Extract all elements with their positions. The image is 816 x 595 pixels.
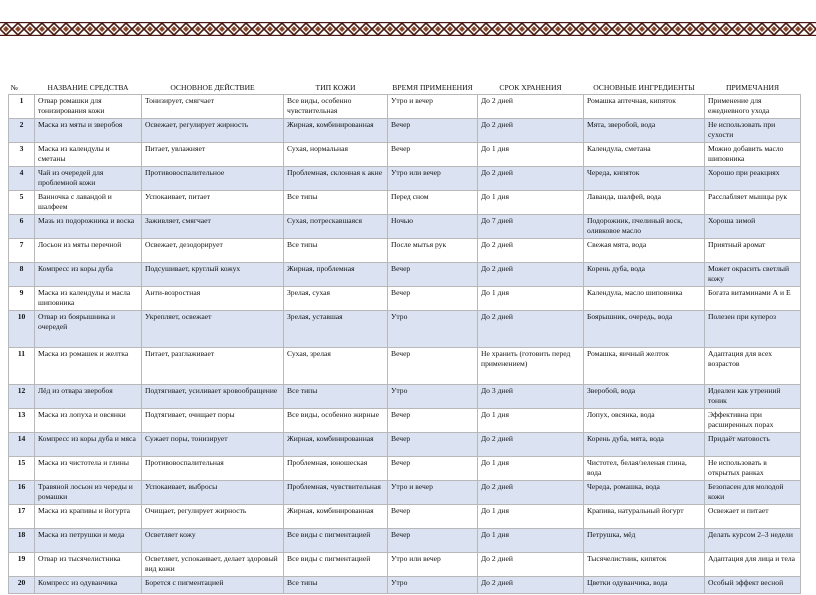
cell-ingredients: Череда, ромашка, вода — [584, 481, 705, 505]
table-row — [9, 385, 801, 409]
table-row — [9, 263, 801, 287]
cell-name: Маска из чистотела и глины — [35, 457, 142, 481]
table-row — [9, 348, 801, 385]
cell-time: Перед сном — [388, 191, 478, 215]
table-row — [9, 95, 801, 119]
cell-name: Маска из мяты и зверобоя — [35, 119, 142, 143]
table-row — [9, 553, 801, 577]
cell-time: Утро и вечер — [388, 95, 478, 119]
cell-time: Утро — [388, 385, 478, 409]
cell-number: 1 — [9, 95, 35, 119]
cell-storage: До 2 дней — [478, 577, 584, 594]
cell-name: Ванночка с лавандой и шалфеем — [35, 191, 142, 215]
cell-notes: Хорошо при реакциях — [705, 167, 801, 191]
table-row — [9, 505, 801, 529]
cell-number: 6 — [9, 215, 35, 239]
cell-name: Мазь из подорожника и воска — [35, 215, 142, 239]
cell-storage: До 1 дня — [478, 191, 584, 215]
cell-action: Сужает поры, тонизирует — [142, 433, 284, 457]
cell-name: Маска из календулы и масла шиповника — [35, 287, 142, 311]
cell-ingredients: Корень дуба, вода — [584, 263, 705, 287]
cell-number: 14 — [9, 433, 35, 457]
cell-action: Освежает, регулирует жирность — [142, 119, 284, 143]
cell-ingredients: Календула, сметана — [584, 143, 705, 167]
cell-storage: До 2 дней — [478, 263, 584, 287]
cell-action: Подсушивает, круглый кожух — [142, 263, 284, 287]
cell-number: 17 — [9, 505, 35, 529]
cell-name: Компресс из одуванчика — [35, 577, 142, 594]
cell-name: Компресс из коры дуба и мяса — [35, 433, 142, 457]
cell-storage: До 1 дня — [478, 409, 584, 433]
cell-notes: Освежает и питает — [705, 505, 801, 529]
cell-notes: Полезен при купероз — [705, 311, 801, 348]
cell-storage: До 2 дней — [478, 553, 584, 577]
table-body — [9, 95, 801, 594]
cell-ingredients: Череда, кипяток — [584, 167, 705, 191]
cell-storage: До 2 дней — [478, 433, 584, 457]
cell-action: Осветляет, успокаивает, делает здоровый вид кожи — [142, 553, 284, 577]
header-number: № — [10, 82, 18, 92]
cell-number: 18 — [9, 529, 35, 553]
cell-notes: Расслабляет мышцы рук — [705, 191, 801, 215]
cell-name: Маска из лопуха и овсянки — [35, 409, 142, 433]
cell-name: Маска из календулы и сметаны — [35, 143, 142, 167]
cell-number: 2 — [9, 119, 35, 143]
cell-notes: Придаёт матовость — [705, 433, 801, 457]
table-row — [9, 119, 801, 143]
cell-notes: Можно добавить масло шиповника — [705, 143, 801, 167]
cell-number: 9 — [9, 287, 35, 311]
cell-notes: Применение для ежедневного ухода — [705, 95, 801, 119]
cell-ingredients: Чистотел, белая/зеленая глина, вода — [584, 457, 705, 481]
cell-time: После мытья рук — [388, 239, 478, 263]
table-row — [9, 311, 801, 348]
cell-number: 3 — [9, 143, 35, 167]
cell-notes: Безопасен для молодой кожи — [705, 481, 801, 505]
cell-notes: Богата витаминами А и Е — [705, 287, 801, 311]
cell-storage: До 2 дней — [478, 95, 584, 119]
cell-ingredients: Тысячелистник, кипяток — [584, 553, 705, 577]
cell-time: Утро — [388, 311, 478, 348]
cell-skin-type: Проблемная, чувствительная — [284, 481, 388, 505]
cell-ingredients: Петрушка, мёд — [584, 529, 705, 553]
cell-notes: Адаптация для всех возрастов — [705, 348, 801, 385]
cell-name: Чай из очередей для проблемной кожи — [35, 167, 142, 191]
cell-storage: До 3 дней — [478, 385, 584, 409]
header-skin-type: ТИП КОЖИ — [315, 82, 356, 92]
table-row — [9, 433, 801, 457]
header-time: ВРЕМЯ ПРИМЕНЕНИЯ — [392, 82, 473, 92]
cell-ingredients: Свежая мята, вода — [584, 239, 705, 263]
cell-time: Вечер — [388, 143, 478, 167]
cell-action: Укрепляет, освежает — [142, 311, 284, 348]
cell-ingredients: Зверобой, вода — [584, 385, 705, 409]
cell-skin-type: Сухая, потрескавшаяся — [284, 215, 388, 239]
cell-ingredients: Корень дуба, мята, вода — [584, 433, 705, 457]
cell-ingredients: Цветки одуванчика, вода — [584, 577, 705, 594]
cell-number: 12 — [9, 385, 35, 409]
cell-skin-type: Зрелая, уставшая — [284, 311, 388, 348]
cell-name: Компресс из коры дуба — [35, 263, 142, 287]
table-row — [9, 239, 801, 263]
cell-storage: До 2 дней — [478, 239, 584, 263]
cell-action: Осветляет кожу — [142, 529, 284, 553]
cell-skin-type: Все виды с пигментацией — [284, 529, 388, 553]
cell-ingredients: Ромашка, яичный желток — [584, 348, 705, 385]
cell-time: Вечер — [388, 348, 478, 385]
cell-ingredients: Крапива, натуральный йогурт — [584, 505, 705, 529]
cell-number: 7 — [9, 239, 35, 263]
remedies-table-container — [8, 74, 800, 594]
cell-name: Отвар из тысячелистника — [35, 553, 142, 577]
cell-number: 10 — [9, 311, 35, 348]
cell-skin-type: Сухая, зрелая — [284, 348, 388, 385]
cell-action: Очищает, регулирует жирность — [142, 505, 284, 529]
cell-notes: Делать курсом 2–3 недели — [705, 529, 801, 553]
cell-action: Питает, разглаживает — [142, 348, 284, 385]
cell-storage: До 2 дней — [478, 167, 584, 191]
cell-action: Успокаивает, питает — [142, 191, 284, 215]
table-row — [9, 577, 801, 594]
cell-skin-type: Все типы — [284, 191, 388, 215]
cell-time: Утро или вечер — [388, 553, 478, 577]
cell-notes: Приятный аромат — [705, 239, 801, 263]
cell-number: 8 — [9, 263, 35, 287]
table-row — [9, 481, 801, 505]
cell-storage: До 2 дней — [478, 481, 584, 505]
ornamental-border — [0, 22, 816, 36]
cell-action: Подтягивает, очищает поры — [142, 409, 284, 433]
table-row — [9, 143, 801, 167]
cell-action: Анти-возростная — [142, 287, 284, 311]
cell-skin-type: Все типы — [284, 385, 388, 409]
cell-time: Вечер — [388, 409, 478, 433]
cell-number: 4 — [9, 167, 35, 191]
table-row — [9, 167, 801, 191]
cell-name: Маска из ромашек и желтка — [35, 348, 142, 385]
cell-name: Маска из крапивы и йогурта — [35, 505, 142, 529]
cell-number: 19 — [9, 553, 35, 577]
cell-skin-type: Жирная, проблемная — [284, 263, 388, 287]
cell-notes: Адаптация для лица и тела — [705, 553, 801, 577]
cell-skin-type: Все виды, особенно чувствительная — [284, 95, 388, 119]
cell-storage: До 2 дней — [478, 119, 584, 143]
cell-skin-type: Все типы — [284, 577, 388, 594]
cell-number: 5 — [9, 191, 35, 215]
cell-action: Тонизирует, смягчает — [142, 95, 284, 119]
cell-name: Отвар из боярышника и очередей — [35, 311, 142, 348]
table-row — [9, 191, 801, 215]
cell-time: Вечер — [388, 263, 478, 287]
cell-name: Отвар ромашки для тонизирования кожи — [35, 95, 142, 119]
cell-notes: Не использовать при сухости — [705, 119, 801, 143]
header-ingredients: ОСНОВНЫЕ ИНГРЕДИЕНТЫ — [593, 82, 695, 92]
cell-name: Лёд из отвара зверобоя — [35, 385, 142, 409]
table-header-row — [9, 74, 801, 95]
cell-skin-type: Сухая, нормальная — [284, 143, 388, 167]
cell-storage: Не хранить (готовить перед применением) — [478, 348, 584, 385]
table-row — [9, 215, 801, 239]
cell-time: Утро или вечер — [388, 167, 478, 191]
table-row — [9, 409, 801, 433]
cell-notes: Особый эффект весной — [705, 577, 801, 594]
header-storage: СРОК ХРАНЕНИЯ — [499, 82, 562, 92]
cell-number: 20 — [9, 577, 35, 594]
cell-action: Подтягивает, усиливает кровообращение — [142, 385, 284, 409]
cell-action: Питает, увлажняет — [142, 143, 284, 167]
cell-notes: Не использовать в открытых ранках — [705, 457, 801, 481]
cell-ingredients: Лаванда, шалфей, вода — [584, 191, 705, 215]
cell-action: Заживляет, смягчает — [142, 215, 284, 239]
cell-number: 16 — [9, 481, 35, 505]
cell-time: Утро — [388, 577, 478, 594]
cell-storage: До 1 дня — [478, 287, 584, 311]
cell-time: Вечер — [388, 457, 478, 481]
cell-time: Вечер — [388, 529, 478, 553]
table-row — [9, 457, 801, 481]
cell-time: Вечер — [388, 433, 478, 457]
cell-ingredients: Боярышник, очередь, вода — [584, 311, 705, 348]
cell-skin-type: Жирная, комбинированная — [284, 505, 388, 529]
cell-time: Вечер — [388, 505, 478, 529]
cell-storage: До 1 дня — [478, 505, 584, 529]
cell-storage: До 1 дня — [478, 529, 584, 553]
cell-skin-type: Все типы — [284, 239, 388, 263]
cell-skin-type: Жирная, комбинированная — [284, 119, 388, 143]
header-notes: ПРИМЕЧАНИЯ — [725, 82, 780, 92]
cell-skin-type: Все виды, особенно жирные — [284, 409, 388, 433]
cell-ingredients: Ромашка аптечная, кипяток — [584, 95, 705, 119]
cell-storage: До 1 дня — [478, 457, 584, 481]
cell-time: Утро и вечер — [388, 481, 478, 505]
header-action: ОСНОВНОЕ ДЕЙСТВИЕ — [170, 82, 255, 92]
cell-action: Успокаивает, выбросы — [142, 481, 284, 505]
cell-name: Лосьон из мяты перечной — [35, 239, 142, 263]
table-row — [9, 287, 801, 311]
cell-storage: До 2 дней — [478, 311, 584, 348]
cell-time: Вечер — [388, 119, 478, 143]
cell-number: 15 — [9, 457, 35, 481]
cell-name: Травяной лосьон из череды и ромашки — [35, 481, 142, 505]
cell-skin-type: Жирная, комбинированная — [284, 433, 388, 457]
cell-number: 11 — [9, 348, 35, 385]
cell-ingredients: Мята, зверобой, вода — [584, 119, 705, 143]
header-name: НАЗВАНИЕ СРЕДСТВА — [47, 82, 129, 92]
cell-time: Вечер — [388, 287, 478, 311]
remedies-table — [8, 74, 801, 594]
cell-ingredients: Календула, масло шиповника — [584, 287, 705, 311]
cell-action: Противовоспалительная — [142, 457, 284, 481]
cell-name: Маска из петрушки и меда — [35, 529, 142, 553]
cell-storage: До 1 дня — [478, 143, 584, 167]
cell-skin-type: Зрелая, сухая — [284, 287, 388, 311]
cell-storage: До 7 дней — [478, 215, 584, 239]
cell-skin-type: Проблемная, склонная к акне — [284, 167, 388, 191]
cell-ingredients: Подорожник, пчелиный воск, оливковое масло — [584, 215, 705, 239]
cell-action: Освежает, дезодорирует — [142, 239, 284, 263]
cell-time: Ночью — [388, 215, 478, 239]
cell-skin-type: Проблемная, юношеская — [284, 457, 388, 481]
table-row — [9, 529, 801, 553]
cell-notes: Хороша зимой — [705, 215, 801, 239]
cell-notes: Может окрасить светлый кожу — [705, 263, 801, 287]
cell-notes: Идеален как утренний тоник — [705, 385, 801, 409]
cell-action: Борется с пигментацией — [142, 577, 284, 594]
cell-action: Противовоспалительное — [142, 167, 284, 191]
cell-notes: Эффективна при расширенных порах — [705, 409, 801, 433]
cell-skin-type: Все виды с пигментацией — [284, 553, 388, 577]
cell-ingredients: Лопух, овсянка, вода — [584, 409, 705, 433]
cell-number: 13 — [9, 409, 35, 433]
